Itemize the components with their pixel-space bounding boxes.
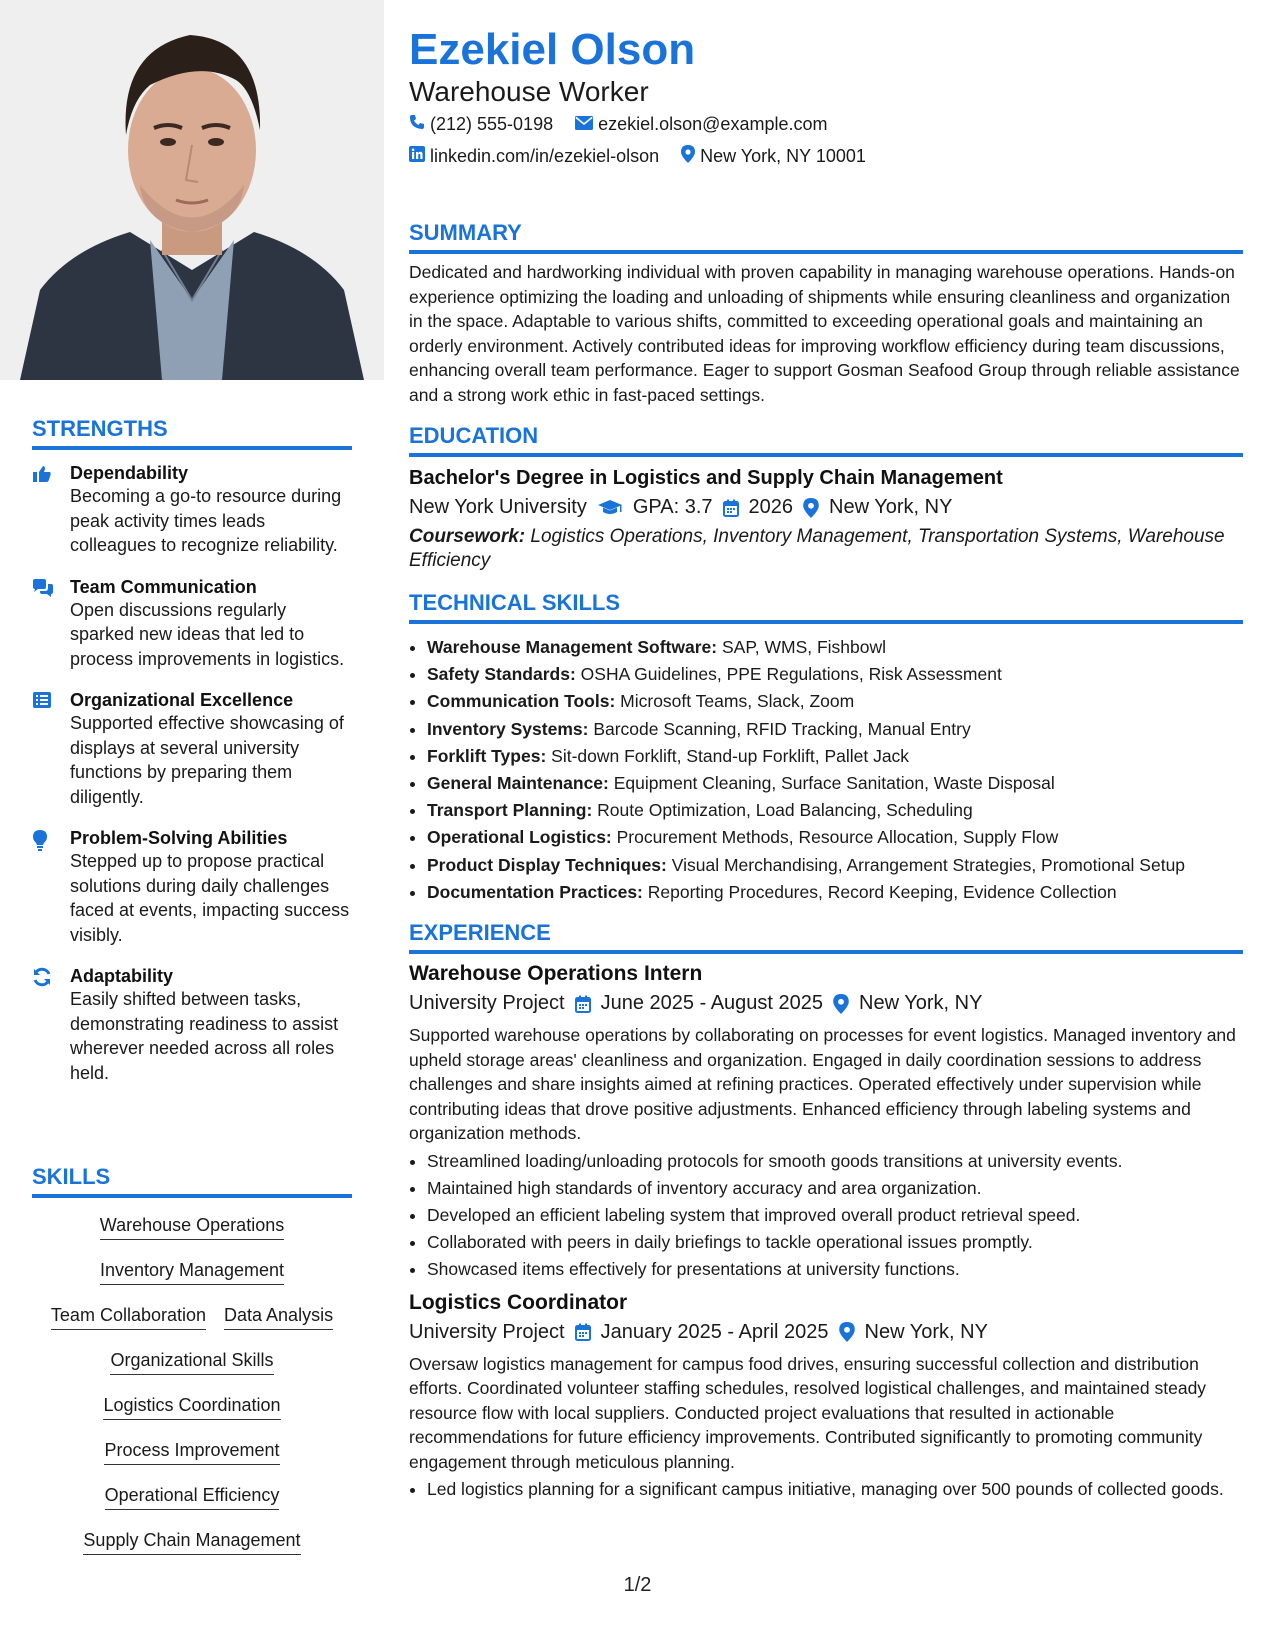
school-location: New York, NY — [829, 496, 953, 518]
list-item: • Collaborated with peers in daily briefings to tackle operational issues promptly. — [427, 1229, 1243, 1256]
linkedin-text[interactable]: linkedin.com/in/ezekiel-olson — [430, 146, 660, 166]
chat-bubbles-icon — [32, 576, 70, 672]
job-description: Supported warehouse operations by collaborating on processes for event logistics. Managed inventory and upheld storage areas' cleanliness and organization. Engaged in daily coordination sessions to address challenges and share insights aimed at refining practices. Operated effectively under supervision while contributing ideas that drove positive adjustments. Enhanced efficiency through labeling systems and organization methods. — [409, 1025, 1236, 1143]
strength-title: Adaptability — [70, 966, 174, 986]
skill-label: Communication Tools: — [427, 691, 616, 712]
contact-row-1 — [409, 114, 843, 135]
strength-title: Dependability — [70, 463, 189, 483]
candidate-role: Warehouse Worker — [409, 76, 649, 107]
list-item — [427, 770, 1243, 797]
school-name: New York University — [409, 496, 587, 518]
strength-desc: Stepped up to propose practical solutions during daily challenges faced at events, impacting success visibly. — [70, 851, 350, 945]
technical-skills-list — [409, 634, 1243, 906]
gpa-text: GPA: 3.7 — [632, 496, 713, 518]
job-title: Logistics Coordinator — [409, 1290, 628, 1314]
lightbulb-icon — [32, 827, 70, 947]
skills-list — [32, 1214, 352, 1574]
page-number: 1/2 — [623, 1574, 652, 1596]
summary-text: Dedicated and hardworking individual with proven capability in managing warehouse operations. Hands-on experience optimizing the loading and unloading of shipments while ensuring cleanliness and organization in the space. Adaptable to various shifts, committed to exceeding operational goals and maintaining an orderly environment. Actively contributed ideas for improving workflow efficiency during team discussions, enhancing overall team performance. Eager to support Gosman Seafood Group through reliable assistance and a strong work ethic in fast-paced settings. — [409, 262, 1240, 405]
list-item — [427, 688, 1243, 715]
strength-desc: Becoming a go-to resource during peak activity times leads colleagues to recognize reliability. — [70, 486, 342, 555]
skill-label: General Maintenance: — [427, 773, 609, 794]
phone-contact — [409, 114, 553, 135]
list-item — [427, 797, 1243, 824]
job-title: Warehouse Operations Intern — [409, 962, 703, 985]
list-item — [427, 743, 1243, 770]
job-meta — [409, 1321, 1243, 1344]
contact-row-2 — [409, 145, 882, 168]
technical-skills-title: TECHNICAL SKILLS — [409, 590, 1243, 624]
strength-title: Team Communication — [70, 576, 257, 597]
list-item — [427, 852, 1243, 879]
map-pin-icon — [681, 145, 695, 168]
skill-label: Documentation Practices: — [427, 881, 643, 902]
strength-desc: Easily shifted between tasks, demonstrating readiness to assist wherever needed across all roles held. — [70, 989, 339, 1083]
experience-section — [409, 920, 1243, 1503]
job-location: New York, NY — [859, 992, 983, 1014]
thumbs-up-icon — [32, 462, 70, 558]
map-pin-icon — [803, 498, 819, 518]
strengths-title: STRENGTHS — [32, 416, 352, 450]
skill-label: Safety Standards: — [427, 664, 576, 685]
skill-value: SAP, WMS, Fishbowl — [721, 637, 887, 657]
map-pin-icon — [839, 1322, 855, 1342]
skills-title: SKILLS — [32, 1164, 352, 1198]
skill-tag: Process Improvement — [104, 1439, 279, 1465]
skill-value: Visual Merchandising, Arrangement Strategies, Promotional Setup — [671, 854, 1186, 875]
job-dates: June 2025 - August 2025 — [600, 992, 824, 1014]
skill-label: Forklift Types: — [427, 745, 547, 766]
calendar-icon — [575, 995, 591, 1013]
technical-skills-section — [409, 590, 1243, 906]
education-meta — [409, 496, 1243, 519]
skill-value: Sit-down Forklift, Stand-up Forklift, Pallet Jack — [551, 745, 910, 766]
coursework-text: Logistics Operations, Inventory Management, Transportation Systems, Warehouse Efficiency — [409, 526, 1225, 571]
strength-title: Organizational Excellence — [70, 690, 294, 710]
linkedin-icon — [409, 146, 425, 167]
list-icon — [32, 689, 70, 809]
calendar-icon — [575, 1323, 591, 1341]
education-title: EDUCATION — [409, 423, 1243, 457]
skill-tag: Logistics Coordination — [103, 1394, 280, 1420]
linkedin-contact[interactable] — [409, 146, 659, 167]
experience-title: EXPERIENCE — [409, 920, 1243, 954]
skill-value: Barcode Scanning, RFID Tracking, Manual Entry — [593, 718, 971, 739]
skill-label: Transport Planning: — [427, 800, 593, 821]
skill-label: Inventory Systems: — [427, 718, 589, 739]
skill-tag: Supply Chain Management — [83, 1529, 300, 1555]
summary-section — [409, 220, 1243, 407]
list-item — [427, 661, 1243, 688]
strength-item — [32, 965, 352, 1085]
list-item — [427, 824, 1243, 851]
skills-section — [32, 1164, 352, 1574]
job-org: University Project — [409, 992, 565, 1014]
location-contact — [681, 145, 866, 168]
list-item: • Maintained high standards of inventory accuracy and area organization. — [427, 1175, 1243, 1202]
skill-value: Reporting Procedures, Record Keeping, Evidence Collection — [647, 881, 1117, 902]
strength-item — [32, 827, 352, 947]
list-item — [427, 879, 1243, 906]
job-bullets — [409, 1476, 1243, 1503]
calendar-icon — [723, 499, 739, 517]
phone-text: (212) 555-0198 — [430, 114, 554, 134]
job-meta — [409, 992, 1243, 1015]
map-pin-icon — [833, 994, 849, 1014]
location-text: New York, NY 10001 — [700, 146, 866, 166]
job-entry — [409, 962, 1243, 1283]
job-location: New York, NY — [864, 1320, 988, 1343]
skill-tag: Data Analysis — [224, 1304, 333, 1330]
list-item — [427, 716, 1243, 743]
skill-value: Microsoft Teams, Slack, Zoom — [620, 691, 855, 712]
skill-tag: Operational Efficiency — [105, 1484, 280, 1510]
coursework-line — [409, 525, 1243, 573]
sync-icon — [32, 965, 70, 1085]
list-item: • Led logistics planning for a significant campus initiative, managing over 500 pounds of collected goods. — [427, 1476, 1243, 1503]
summary-title: SUMMARY — [409, 220, 1243, 254]
skill-tag: Organizational Skills — [110, 1349, 273, 1375]
skill-tag: Team Collaboration — [51, 1304, 206, 1330]
job-dates: January 2025 - April 2025 — [600, 1320, 829, 1343]
list-item: • Developed an efficient labeling system that improved overall product retrieval speed. — [427, 1202, 1243, 1229]
strength-item — [32, 462, 352, 558]
job-bullets — [409, 1148, 1243, 1283]
skill-tag: Warehouse Operations — [100, 1214, 284, 1240]
sidebar — [0, 0, 384, 1650]
strength-desc: Open discussions regularly sparked new ideas that led to process improvements in logistics. — [70, 599, 345, 669]
email-contact[interactable] — [575, 114, 827, 135]
skill-tag: Inventory Management — [100, 1259, 284, 1285]
strength-item — [32, 576, 352, 672]
education-section — [409, 423, 1243, 573]
candidate-name: Ezekiel Olson — [409, 25, 696, 74]
graduation-cap-icon — [597, 499, 623, 517]
strengths-section — [32, 416, 352, 1085]
job-org: University Project — [409, 1320, 565, 1343]
skill-label: Operational Logistics: — [427, 827, 612, 848]
graduation-year: 2026 — [748, 496, 794, 518]
list-item — [427, 634, 1243, 661]
strength-item — [32, 689, 352, 809]
skill-value: OSHA Guidelines, PPE Regulations, Risk Assessment — [580, 664, 1002, 685]
strength-title: Problem-Solving Abilities — [70, 828, 288, 848]
skill-value: Equipment Cleaning, Surface Sanitation, Waste Disposal — [613, 773, 1055, 794]
skill-label: Product Display Techniques: — [427, 854, 667, 875]
job-entry — [409, 1291, 1243, 1504]
list-item: • Showcased items effectively for presentations at university functions. — [427, 1256, 1243, 1283]
email-icon — [575, 114, 593, 135]
skill-value: Procurement Methods, Resource Allocation, Supply Flow — [616, 827, 1059, 848]
list-item: • Streamlined loading/unloading protocols for smooth goods transitions at university events. — [427, 1148, 1243, 1175]
coursework-label: Coursework: — [409, 526, 526, 547]
skill-value: Route Optimization, Load Balancing, Scheduling — [597, 800, 973, 821]
strength-desc: Supported effective showcasing of displays at several university functions by preparing them diligently. — [70, 713, 344, 807]
email-text[interactable]: ezekiel.olson@example.com — [598, 114, 828, 134]
profile-photo — [0, 0, 384, 380]
skill-label: Warehouse Management Software: — [427, 637, 718, 657]
phone-icon — [409, 114, 425, 135]
degree-title: Bachelor's Degree in Logistics and Supply Chain Management — [409, 467, 1003, 489]
job-description: Oversaw logistics management for campus food drives, ensuring successful collection and distribution efforts. Coordinated volunteer staffing schedules, resolved logistical challenges, and maintained steady resource flow with local suppliers. Conducted project evaluations that resulted in actionable recommendations for future efficiency improvements. Contributed significantly to promoting community engagement through meticulous planning. — [409, 1353, 1207, 1472]
